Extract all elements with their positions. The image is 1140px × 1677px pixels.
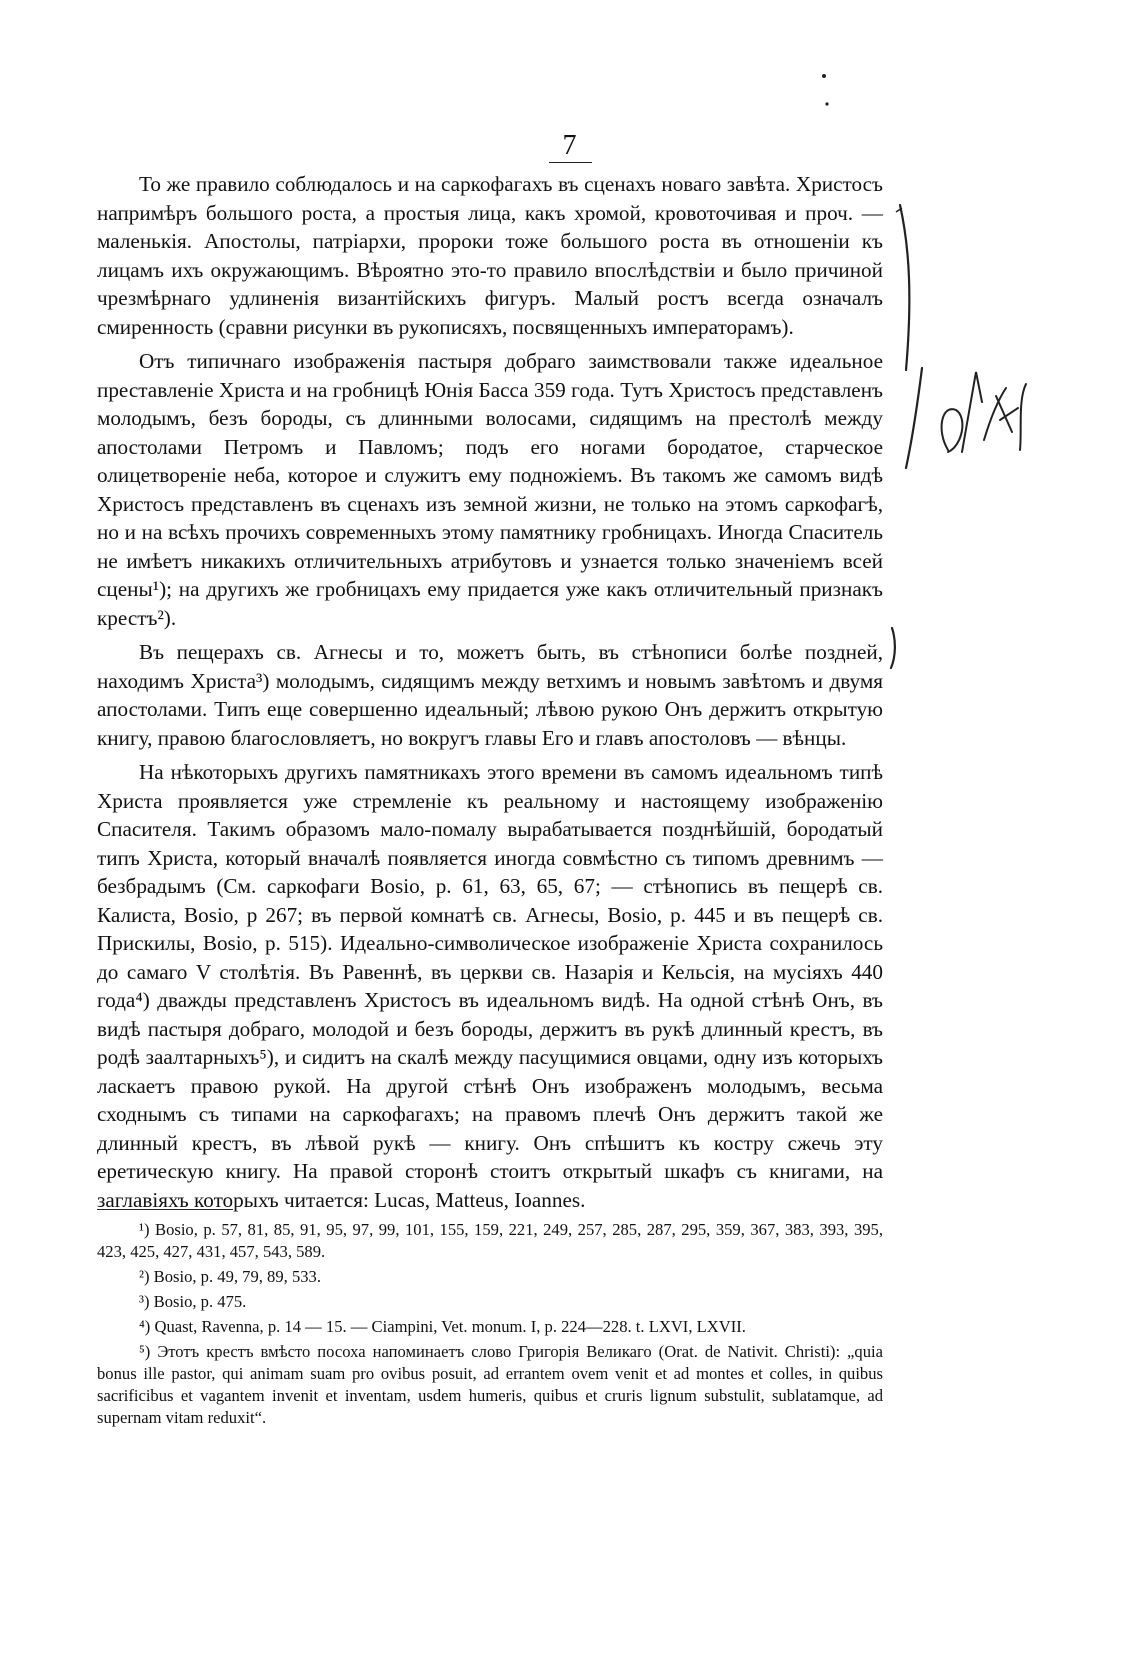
footnote: ⁴) Quast, Ravenna, p. 14 — 15. — Ciampini, Vet. monum. I, p. 224—228. t. LXVI, LXVII.	[139, 1317, 746, 1336]
handwritten-annotation	[962, 372, 982, 452]
footnote: ²) Bosio, p. 49, 79, 89, 533.	[139, 1267, 321, 1286]
main-text	[97, 170, 883, 1214]
page-number-text: 7	[549, 130, 592, 163]
handwritten-annotation	[1020, 384, 1026, 450]
footnotes	[97, 1219, 883, 1432]
footnote: ³) Bosio, p. 475.	[139, 1292, 247, 1311]
paragraph: На нѣкоторыхъ другихъ памятникахъ этого времени въ самомъ идеальномъ типѣ Христа проявляется уже стремленіе къ реальному и настоящему изображенію Спасителя. Такимъ образомъ мало-помалу вырабатывается позднѣйшій, бородатый типъ Христа, который вначалѣ появляется иногда совмѣстно съ типомъ древнимъ — безбрадымъ (См. саркофаги Bosio, p. 61, 63, 65, 67; — стѣнопись въ пещерѣ св. Калиста, Bosio, p 267; въ первой комнатѣ св. Агнесы, Bosio, p. 445 и въ пещерѣ св. Прискилы, Bosio, p. 515). Идеально-символическое изображеніе Христа сохранилось до самаго V столѣтія. Въ Равеннѣ, въ церкви св. Назарія и Кельсія, на мусіяхъ 440 года⁴) дважды представленъ Христосъ въ идеальномъ видѣ. На одной стѣнѣ Онъ, въ видѣ пастыря добраго, молодой и безъ бороды, держитъ въ рукѣ длинный крестъ, въ родѣ заалтарныхъ⁵), и сидитъ на скалѣ между пасущимися овцами, одну изъ которыхъ ласкаетъ правою рукой. На другой стѣнѣ Онъ изображенъ молодымъ, весьма сходнымъ съ типами на саркофагахъ; на правомъ плечѣ Онъ держитъ такой же длинный крестъ, въ лѣвой рукѣ — книгу. Онъ спѣшитъ къ костру сжечь эту еретическую книгу. На правой сторонѣ стоитъ открытый шкафъ съ книгами, на заглавіяхъ которыхъ читается: Lucas, Matteus, Ioannes.	[97, 760, 883, 1212]
handwritten-annotation	[984, 388, 1018, 440]
ink-dot	[822, 74, 826, 78]
margin-stroke	[906, 368, 922, 468]
paragraph: Отъ типичнаго изображенія пастыря добраго заимствовали также идеальное преставленіе Христа и на гробницѣ Юнія Басса 359 года. Тутъ Христосъ представленъ молодымъ, безъ бороды, съ длинными волосами, сидящимъ на престолѣ между апостолами Петромъ и Павломъ; подъ его ногами бородатое, старческое олицетвореніе неба, которое и служитъ ему подножіемъ. Въ такомъ же самомъ видѣ Христосъ представленъ въ сценахъ изъ земной жизни, не только на этомъ саркофагѣ, но и на всѣхъ прочихъ современныхъ этому памятнику гробницахъ. Иногда Спаситель не имѣетъ никакихъ отличительныхъ атрибутовъ и узнается только значеніемъ всей сцены¹); на другихъ же гробницахъ ему придается уже какъ отличительный признакъ крестъ²).	[97, 349, 883, 630]
paragraph: То же правило соблюдалось и на саркофагахъ въ сценахъ новаго завѣта. Христосъ напримѣръ большого роста, а простыя лица, какъ хромой, кровоточивая и проч. — маленькія. Апостолы, патріархи, пророки тоже большого роста въ отношеніи къ лицамъ ихъ окружающимъ. Вѣроятно это-то правило впослѣдствіи и было причиной чрезмѣрнаго удлиненія византійскихъ фигуръ. Малый ростъ всегда означалъ смиренность (сравни рисунки въ рукописяхъ, посвященныхъ императорамъ).	[97, 172, 883, 339]
footnote: ¹) Bosio, p. 57, 81, 85, 91, 95, 97, 99, 101, 155, 159, 221, 249, 257, 285, 287, 295, 359, 367, 383, 393, 395, 423, 425, 427, 431, 457, 543, 589.	[97, 1220, 883, 1261]
ink-dot	[825, 102, 828, 105]
handwritten-annotation	[942, 409, 963, 452]
paragraph: Въ пещерахъ св. Агнесы и то, можетъ быть, въ стѣнописи болѣе поздней, находимъ Христа³) молодымъ, сидящимъ между ветхимъ и новымъ завѣтомъ и двумя апостолами. Типъ еще совершенно идеальный; лѣвою рукою Онъ держитъ открытую книгу, правою благословляетъ, но вокругъ главы Его и главъ апостоловъ — вѣнцы.	[97, 640, 883, 750]
footnote: ⁵) Этотъ крестъ вмѣсто посоха напоминаетъ слово Григорія Великаго (Orat. de Nativit. Christi): „quia bonus ille pastor, qui animam suam pro ovibus posuit, ad errantem ovem venit et ad montes et colles, in quibus sacrificibus et vagantem invenit et inventam, usdem humeris, quibus et cruris lignum substulit, sublatamque, ad supernam vitam reduxit“.	[97, 1342, 883, 1427]
footnote-divider	[97, 1209, 233, 1210]
margin-bracket	[896, 208, 902, 212]
margin-bracket	[891, 628, 895, 668]
margin-bracket	[900, 205, 909, 370]
page-number	[0, 130, 1140, 163]
